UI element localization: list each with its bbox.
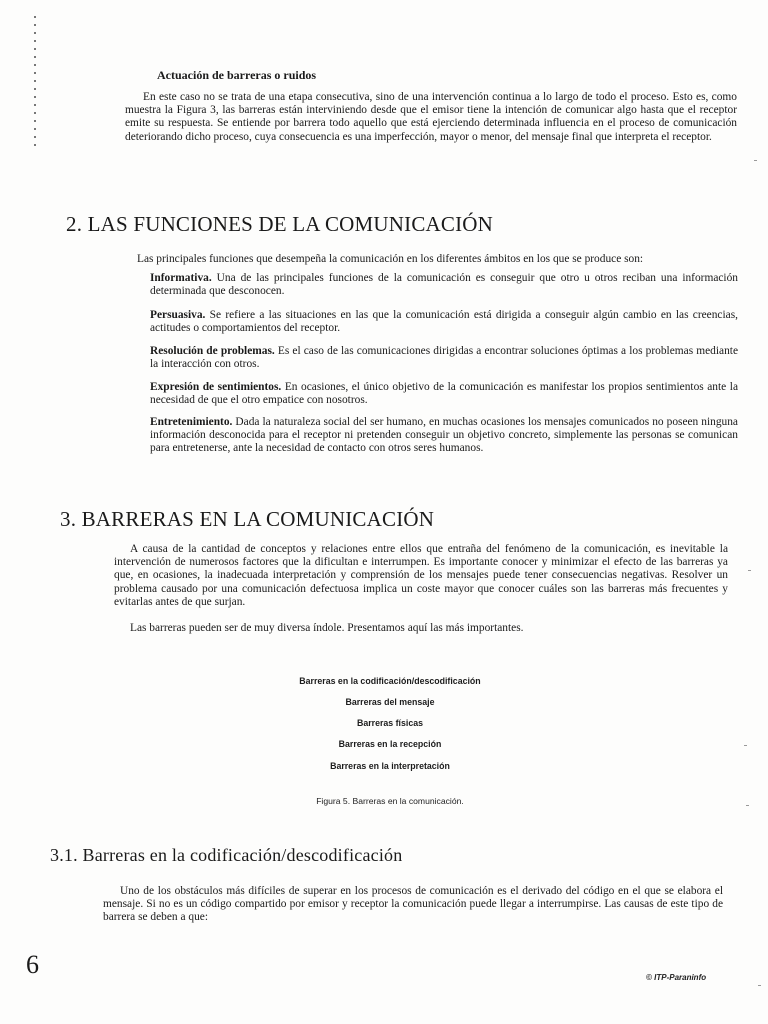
functions-intro: Las principales funciones que desempeña la comunicación en los diferentes ámbitos en los que se produce son:	[137, 253, 644, 265]
function-term: Entretenimiento.	[150, 416, 233, 428]
function-text: En ocasiones, el único objetivo de la comunicación es manifestar los propios sentimientos ante la necesidad de que el otro empatice con nosotros.	[150, 381, 739, 407]
intro-paragraph: En este caso no se trata de una etapa consecutiva, sino de una intervención continua a lo largo de todo el proceso. Esto es, como muestra la Figura 3, las barreras están interviniendo desde que el emisor tiene la intención de comunicar algo hasta que el receptor emite su respuesta. Se entiende por barrera todo aquello que está ejerciendo determinada influencia en el proceso de comunicación deteriorando dicho proceso, cuya consecuencia es una imperfección, mayor o menor, del mensaje final que interpreta el receptor.	[125, 91, 737, 143]
figure-item: Barreras en la recepción	[338, 739, 442, 749]
figure-item: Barreras físicas	[356, 718, 424, 728]
function-text: Es el caso de las comunicaciones dirigidas a encontrar soluciones óptimas a los problemas mediante la interacción con otros.	[150, 345, 739, 371]
function-text: Una de las principales funciones de la comunicación es conseguir que otro u otros reciban una información determinada que desconocen.	[150, 272, 738, 298]
function-term: Expresión de sentimientos.	[150, 381, 282, 393]
subsection-title: Actuación de barreras o ruidos	[157, 68, 317, 82]
coding-paragraph: Uno de los obstáculos más difíciles de superar en los procesos de comunicación es el derivado del código en el que se elabora el mensaje. Si no es un código compartido por emisor y receptor la comunicación puede llegar a interrumpirse. Las causas de este tipo de barrera se deben a que:	[103, 885, 723, 924]
function-term: Informativa.	[150, 272, 212, 284]
figure-item: Barreras en la interpretación	[330, 761, 450, 771]
section-heading-functions: 2. LAS FUNCIONES DE LA COMUNICACIÓN	[66, 212, 494, 236]
function-term: Persuasiva.	[150, 309, 206, 321]
barriers-paragraph-2: Las barreras pueden ser de muy diversa índole. Presentamos aquí las más importantes.	[130, 622, 524, 634]
subsection-heading-coding: 3.1. Barreras en la codificación/descodificación	[50, 845, 403, 865]
function-term: Resolución de problemas.	[150, 345, 275, 357]
function-text: Se refiere a las situaciones en las que la comunicación está dirigida a conseguir algún cambio en las creencias, actitudes o comportamientos del receptor.	[150, 309, 738, 335]
figure-item: Barreras en la codificación/descodificación	[299, 676, 481, 686]
figure-item: Barreras del mensaje	[345, 697, 435, 707]
page-number: 6	[26, 950, 39, 979]
section-heading-barriers: 3. BARRERAS EN LA COMUNICACIÓN	[60, 507, 435, 531]
figure-caption: Figura 5. Barreras en la comunicación.	[316, 796, 464, 806]
barriers-paragraph: A causa de la cantidad de conceptos y relaciones entre ellos que entraña del fenómeno de la comunicación, es inevitable la intervención de numerosos factores que la dificultan e interrumpen. Es importante conocer y minimizar el efecto de las barreras ya que, en ocasiones, la inadecuada interpretación y comprensión de los mensajes puede tener consecuencias negativas. Resolver un problema causado por una comunicación defectuosa implica un coste mayor que conocer cuáles son las barreras más frecuentes y evitarlas antes de que surjan.	[114, 543, 728, 608]
function-text: Dada la naturaleza social del ser humano, en muchas ocasiones los mensajes comunicados no poseen ninguna información desconocida para el receptor ni pretenden conseguir un objetivo concreto, simplemente las personas se comunican para entretenerse, ante la necesidad de contacto con otros seres humanos.	[150, 416, 738, 455]
publisher-credit: © ITP-Paraninfo	[646, 973, 707, 982]
